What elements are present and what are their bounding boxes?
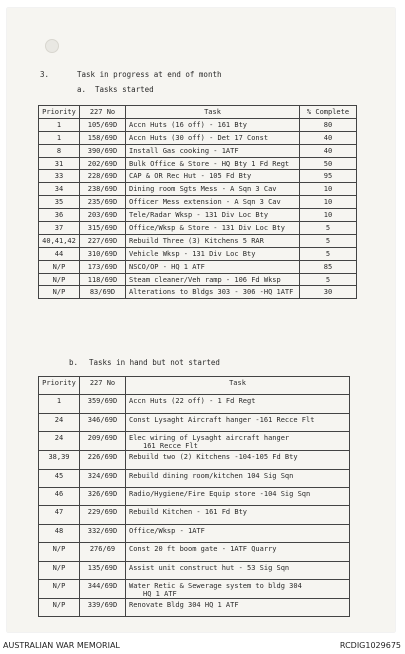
percent-complete-cell: 95	[300, 170, 357, 183]
task-number-cell: 238/69D	[80, 183, 126, 196]
task-cell: CAP & OR Rec Hut - 105 Fd Bty	[126, 170, 300, 183]
task-number-cell: 276/69	[80, 543, 126, 561]
priority-cell: N/P	[39, 273, 80, 286]
priority-cell: 38,39	[39, 451, 80, 469]
task-cell	[126, 487, 350, 505]
priority-cell: N/P	[39, 561, 80, 579]
task-number-cell: 390/69D	[80, 144, 126, 157]
priority-cell: 24	[39, 413, 80, 431]
section-number: 3.	[40, 70, 50, 79]
task-number-cell: 346/69D	[80, 413, 126, 431]
table-row	[39, 209, 357, 222]
table-row	[39, 196, 357, 209]
task-cell: Officer Mess extension - A Sqn 3 Cav	[126, 196, 300, 209]
task-cell	[126, 598, 350, 616]
priority-cell: 33	[39, 170, 80, 183]
task-cell	[126, 506, 350, 524]
percent-complete-cell: 85	[300, 260, 357, 273]
tasks-in-hand-table	[38, 376, 350, 617]
task-number-cell: 118/69D	[80, 273, 126, 286]
task-cell: Dining room Sgts Mess - A Sqn 3 Cav	[126, 183, 300, 196]
task-cell: Office/Wksp & Store - 131 Div Loc Bty	[126, 222, 300, 235]
tasks-started-table	[38, 105, 357, 299]
priority-cell: 1	[39, 131, 80, 144]
table-row	[39, 170, 357, 183]
task-cell: Accn Huts (16 off) - 161 Bty	[126, 118, 300, 131]
table-row	[39, 506, 350, 524]
task-cell: Accn Huts (30 off) - Det 17 Const	[126, 131, 300, 144]
task-number-cell: 226/69D	[80, 451, 126, 469]
task-line: Elec wiring of Lysaght aircraft hanger	[129, 434, 290, 443]
table-row	[39, 598, 350, 616]
task-cell	[126, 543, 350, 561]
priority-cell: 24	[39, 432, 80, 451]
table-row	[39, 222, 357, 235]
table-row	[39, 395, 350, 413]
task-number-cell: 332/69D	[80, 524, 126, 542]
percent-complete-cell: 30	[300, 286, 357, 299]
table-row	[39, 543, 350, 561]
task-cell	[126, 524, 350, 542]
task-line: Const 20 ft boom gate - 1ATF Quarry	[129, 545, 277, 554]
task-line: Water Retic & Sewerage system to bldg 304	[129, 581, 302, 590]
column-header: Priority	[39, 106, 80, 119]
table-header-row	[39, 377, 350, 395]
table-row	[39, 118, 357, 131]
table-row	[39, 131, 357, 144]
task-line: Accn Huts (22 off) - 1 Fd Regt	[129, 397, 256, 406]
part-b-title: Tasks in hand but not started	[89, 358, 220, 367]
task-number-cell: 315/69D	[80, 222, 126, 235]
task-line: Const Lysaght Aircraft hanger -161 Recce Flt	[129, 415, 315, 424]
percent-complete-cell: 5	[300, 273, 357, 286]
table-row	[39, 579, 350, 598]
task-number-cell: 310/69D	[80, 247, 126, 260]
task-cell: Install Gas cooking - 1ATF	[126, 144, 300, 157]
footer-record-id: RCDIG1029675	[339, 641, 401, 650]
priority-cell: 44	[39, 247, 80, 260]
task-number-cell: 135/69D	[80, 561, 126, 579]
table-row	[39, 286, 357, 299]
task-cell	[126, 579, 350, 598]
priority-cell: 1	[39, 395, 80, 413]
task-cell	[126, 432, 350, 451]
percent-complete-cell: 5	[300, 222, 357, 235]
task-number-cell: 235/69D	[80, 196, 126, 209]
priority-cell: N/P	[39, 286, 80, 299]
task-number-cell: 229/69D	[80, 506, 126, 524]
table-row	[39, 234, 357, 247]
priority-cell: 45	[39, 469, 80, 487]
task-line: Renovate Bldg 304 HQ 1 ATF	[129, 600, 239, 609]
task-cell: NSCO/OP - HQ 1 ATF	[126, 260, 300, 273]
task-line: Radio/Hygiene/Fire Equip store -104 Sig Sqn	[129, 489, 311, 498]
task-number-cell: 209/69D	[80, 432, 126, 451]
task-number-cell: 324/69D	[80, 469, 126, 487]
task-cell: Tele/Radar Wksp - 131 Div Loc Bty	[126, 209, 300, 222]
task-number-cell: 326/69D	[80, 487, 126, 505]
task-line: 161 Recce Flt	[143, 442, 198, 451]
priority-cell: 36	[39, 209, 80, 222]
table-row	[39, 247, 357, 260]
task-line: HQ 1 ATF	[143, 589, 177, 598]
task-number-cell: 173/69D	[80, 260, 126, 273]
task-cell	[126, 561, 350, 579]
column-header: Task	[126, 377, 350, 395]
table-row	[39, 273, 357, 286]
task-cell	[126, 469, 350, 487]
column-header: 227 No	[80, 106, 126, 119]
priority-cell: 37	[39, 222, 80, 235]
part-a-title: Tasks started	[95, 85, 154, 94]
priority-cell: 35	[39, 196, 80, 209]
task-number-cell: 228/69D	[80, 170, 126, 183]
footer-archive-name: AUSTRALIAN WAR MEMORIAL	[3, 641, 120, 650]
table-row	[39, 487, 350, 505]
task-number-cell: 158/69D	[80, 131, 126, 144]
table-row	[39, 469, 350, 487]
task-number-cell: 359/69D	[80, 395, 126, 413]
priority-cell: N/P	[39, 543, 80, 561]
priority-cell: 1	[39, 118, 80, 131]
section-title: Task in progress at end of month	[77, 70, 222, 79]
task-cell	[126, 395, 350, 413]
task-number-cell: 105/69D	[80, 118, 126, 131]
priority-cell: N/P	[39, 598, 80, 616]
percent-complete-cell: 40	[300, 131, 357, 144]
part-a-label: a.	[77, 85, 87, 94]
part-b-label: b.	[69, 358, 79, 367]
column-header: Task	[126, 106, 300, 119]
column-header: 227 No	[80, 377, 126, 395]
table-row	[39, 413, 350, 431]
percent-complete-cell: 10	[300, 196, 357, 209]
archive-footer	[0, 638, 405, 654]
percent-complete-cell: 10	[300, 183, 357, 196]
task-cell: Steam cleaner/Veh ramp - 106 Fd Wksp	[126, 273, 300, 286]
percent-complete-cell: 10	[300, 209, 357, 222]
priority-cell: 47	[39, 506, 80, 524]
table-header-row	[39, 106, 357, 119]
task-cell	[126, 451, 350, 469]
table-row	[39, 432, 350, 451]
task-line: Office/Wksp - 1ATF	[129, 526, 205, 535]
task-line: Rebuild dining room/kitchen 104 Sig Sqn	[129, 471, 294, 480]
task-number-cell: 344/69D	[80, 579, 126, 598]
percent-complete-cell: 5	[300, 247, 357, 260]
task-line: Rebuild Kitchen - 161 Fd Bty	[129, 508, 248, 517]
table-row	[39, 183, 357, 196]
priority-cell: 8	[39, 144, 80, 157]
table-row	[39, 561, 350, 579]
task-line: Assist unit construct hut - 53 Sig Sqn	[129, 563, 290, 572]
percent-complete-cell: 80	[300, 118, 357, 131]
task-cell	[126, 413, 350, 431]
priority-cell: 46	[39, 487, 80, 505]
task-cell: Rebuild Three (3) Kitchens 5 RAR	[126, 234, 300, 247]
percent-complete-cell: 50	[300, 157, 357, 170]
document-page	[7, 8, 395, 632]
column-header: % Complete	[300, 106, 357, 119]
table-row	[39, 524, 350, 542]
priority-cell: 48	[39, 524, 80, 542]
task-number-cell: 83/69D	[80, 286, 126, 299]
table-row	[39, 260, 357, 273]
priority-cell: 31	[39, 157, 80, 170]
task-cell: Vehicle Wksp - 131 Div Loc Bty	[126, 247, 300, 260]
task-number-cell: 202/69D	[80, 157, 126, 170]
priority-cell: N/P	[39, 260, 80, 273]
task-line: Rebuild two (2) Kitchens -104-105 Fd Bty	[129, 453, 298, 462]
task-number-cell: 227/69D	[80, 234, 126, 247]
table-row	[39, 144, 357, 157]
table-row	[39, 451, 350, 469]
table-row	[39, 157, 357, 170]
priority-cell: N/P	[39, 579, 80, 598]
priority-cell: 40,41,42	[39, 234, 80, 247]
percent-complete-cell: 40	[300, 144, 357, 157]
punch-hole	[45, 39, 59, 53]
percent-complete-cell: 5	[300, 234, 357, 247]
task-cell: Alterations to Bldgs 303 - 306 -HQ 1ATF	[126, 286, 300, 299]
task-number-cell: 203/69D	[80, 209, 126, 222]
column-header: Priority	[39, 377, 80, 395]
task-cell: Bulk Office & Store - HQ Bty 1 Fd Regt	[126, 157, 300, 170]
task-number-cell: 339/69D	[80, 598, 126, 616]
priority-cell: 34	[39, 183, 80, 196]
